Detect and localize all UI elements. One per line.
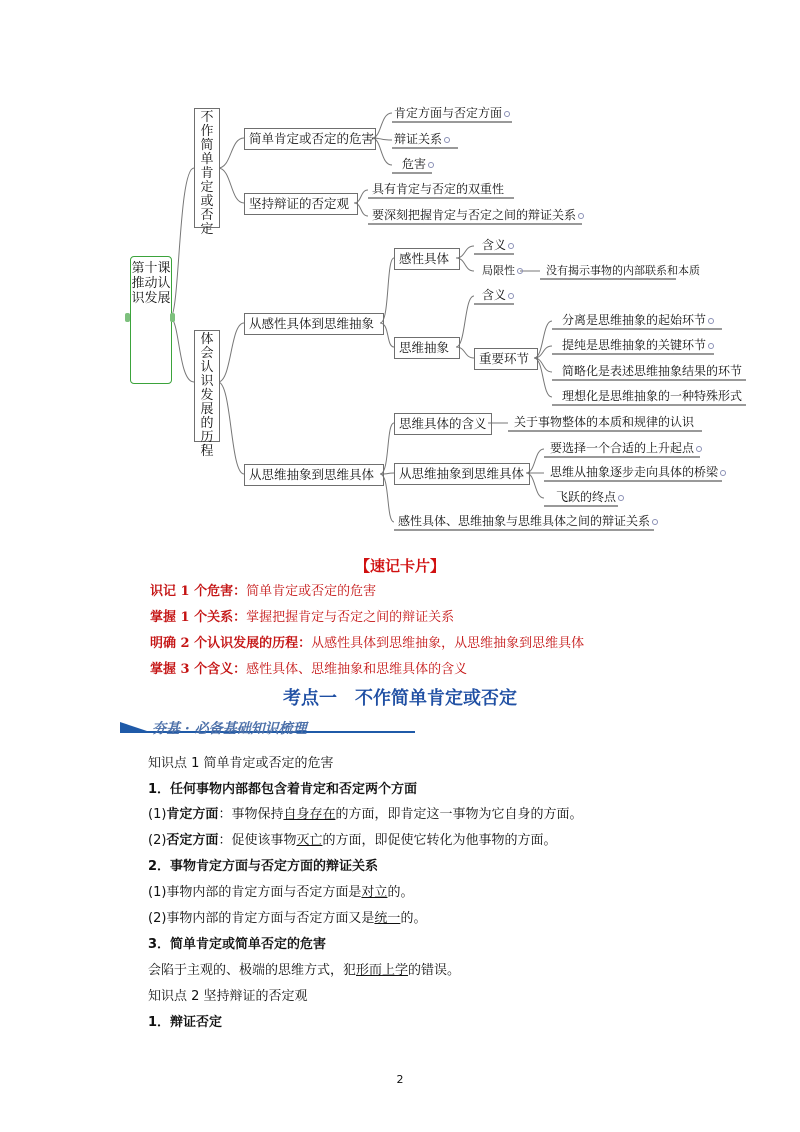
page-number: 2 — [396, 1073, 404, 1086]
heading-3: 3．简单肯定或简单否定的危害 — [148, 937, 327, 952]
leaf-shuangchongxing: 具有肯定与否定的双重性 — [372, 182, 505, 196]
para-5: 会陷于主观的、极端的思维方式，犯形而上学的错误。 — [148, 963, 461, 978]
leaf-zhengti-benzhi: 关于事物整体的本质和规律的认识 — [514, 415, 695, 429]
card-line-1-text: 简单肯定或否定的危害 — [246, 584, 377, 599]
para-4: (2)事物内部的肯定方面与否定方面又是统一的。 — [148, 911, 427, 926]
node-b2-n1-label: 从感性具体到思维抽象 — [249, 316, 375, 331]
card-line-3-text: 从感性具体到思维抽象，从思维抽象到思维具体 — [311, 636, 585, 651]
branch-1-label: 不作简单肯定或否定 — [200, 110, 214, 237]
node-ganxing-label: 感性具体 — [399, 251, 450, 266]
connector-b1-n2 — [218, 168, 244, 203]
heading-4: 1．辩证否定 — [148, 1015, 223, 1030]
node-b1-n2-label: 坚持辩证的否定观 — [249, 196, 350, 211]
card-line-4-label: 掌握 3 个含义： — [150, 662, 247, 677]
node-b1-n1 — [244, 128, 376, 150]
leaf-zhongdian: 飞跃的终点 — [556, 490, 624, 504]
node-b1-n1-label: 简单肯定或否定的危害 — [249, 131, 375, 146]
mindmap-branch-1 — [194, 108, 220, 237]
leaf-ganxing-hanyi: 含义 — [482, 238, 514, 252]
node-siwei-juti — [394, 413, 492, 435]
mindmap-root — [130, 256, 172, 384]
connector-root-b2 — [170, 318, 194, 382]
knowledge-point-2: 知识点 2 坚持辩证的否定观 — [148, 989, 308, 1004]
node-chouxiang-to-juti-label: 从思维抽象到思维具体 — [399, 466, 525, 481]
node-b1-n2 — [244, 193, 358, 215]
leaf-weihai: 危害 — [402, 157, 434, 171]
connector-root-b1 — [170, 168, 194, 318]
para-2: (2)否定方面：促使该事物灭亡的方面，即促使它转化为他事物的方面。 — [148, 833, 557, 848]
node-siwei-juti-label: 思维具体的含义 — [399, 416, 487, 431]
node-chouxiang-to-juti — [394, 463, 530, 485]
card-line-2-text: 掌握把握肯定与否定之间的辩证关系 — [246, 610, 455, 625]
card-line-3 — [150, 632, 584, 651]
section-banner — [120, 720, 415, 740]
leaf-bianzheng-guanxi-2: 感性具体、思维抽象与思维具体之间的辩证关系 — [398, 514, 658, 528]
card-line-2-label: 掌握 1 个关系： — [150, 610, 247, 625]
card-line-4-text: 感性具体、思维抽象和思维具体的含义 — [246, 662, 468, 677]
node-chouxiang — [394, 337, 460, 359]
node-zhongyao — [474, 348, 538, 370]
card-title: 【速记卡片】 — [354, 557, 445, 575]
leaf-bianzheng-guanxi: 辩证关系 — [394, 132, 450, 146]
card-line-1-label: 识记 1 个危害： — [150, 584, 247, 599]
card-line-2 — [150, 606, 454, 625]
node-zhongyao-label: 重要环节 — [479, 351, 530, 366]
section-title: 考点一 不作简单肯定或否定 — [283, 688, 517, 709]
leaf-fenli: 分离是思维抽象的起始环节 — [562, 313, 714, 327]
card-line-3-label: 明确 2 个认识发展的历程： — [150, 636, 312, 651]
node-b2-n2-label: 从思维抽象到思维具体 — [249, 467, 375, 482]
leaf-qiaoliang: 思维从抽象逐步走向具体的桥梁 — [550, 465, 726, 479]
node-b2-n2 — [244, 464, 384, 486]
leaf-juxianxing-desc: 没有揭示事物的内部联系和本质 — [546, 264, 700, 277]
card-line-4 — [150, 658, 467, 677]
root-right-handle — [170, 313, 175, 322]
card-line-1 — [150, 580, 376, 599]
leaf-shenke-bawo: 要深刻把握肯定与否定之间的辩证关系 — [372, 208, 584, 222]
mindmap-root-label: 第十课 推动认识发展 — [131, 261, 171, 306]
leaf-jianlue: 简略化是表述思维抽象结果的环节 — [562, 364, 743, 378]
leaf-tichun: 提纯是思维抽象的关键环节 — [562, 338, 714, 352]
node-ganxing — [394, 248, 460, 270]
heading-2: 2．事物肯定方面与否定方面的辩证关系 — [148, 859, 379, 874]
heading-1: 1．任何事物内部都包含着肯定和否定两个方面 — [148, 782, 418, 797]
branch-2-label: 体会认识发展的历程 — [200, 332, 214, 459]
para-1: (1)肯定方面：事物保持自身存在的方面，即肯定这一事物为它自身的方面。 — [148, 807, 583, 822]
node-chouxiang-label: 思维抽象 — [399, 340, 450, 355]
knowledge-point-1: 知识点 1 简单肯定或否定的危害 — [148, 756, 334, 771]
leaf-qidian: 要选择一个合适的上升起点 — [550, 441, 702, 455]
connector-b1-n1 — [218, 138, 244, 168]
mindmap-branch-2 — [194, 330, 220, 459]
root-left-handle — [125, 313, 130, 322]
leaf-juxianxing: 局限性 — [482, 264, 523, 278]
para-3: (1)事物内部的肯定方面与否定方面是对立的。 — [148, 885, 414, 900]
node-b2-n1 — [244, 313, 384, 335]
banner-label: 夯基 · 必备基础知识梳理 — [152, 721, 307, 737]
leaf-chouxiang-hanyi: 含义 — [482, 288, 514, 302]
leaf-lixianghua: 理想化是思维抽象的一种特殊形式 — [562, 389, 743, 403]
leaf-kending-fouding: 肯定方面与否定方面 — [394, 106, 510, 120]
